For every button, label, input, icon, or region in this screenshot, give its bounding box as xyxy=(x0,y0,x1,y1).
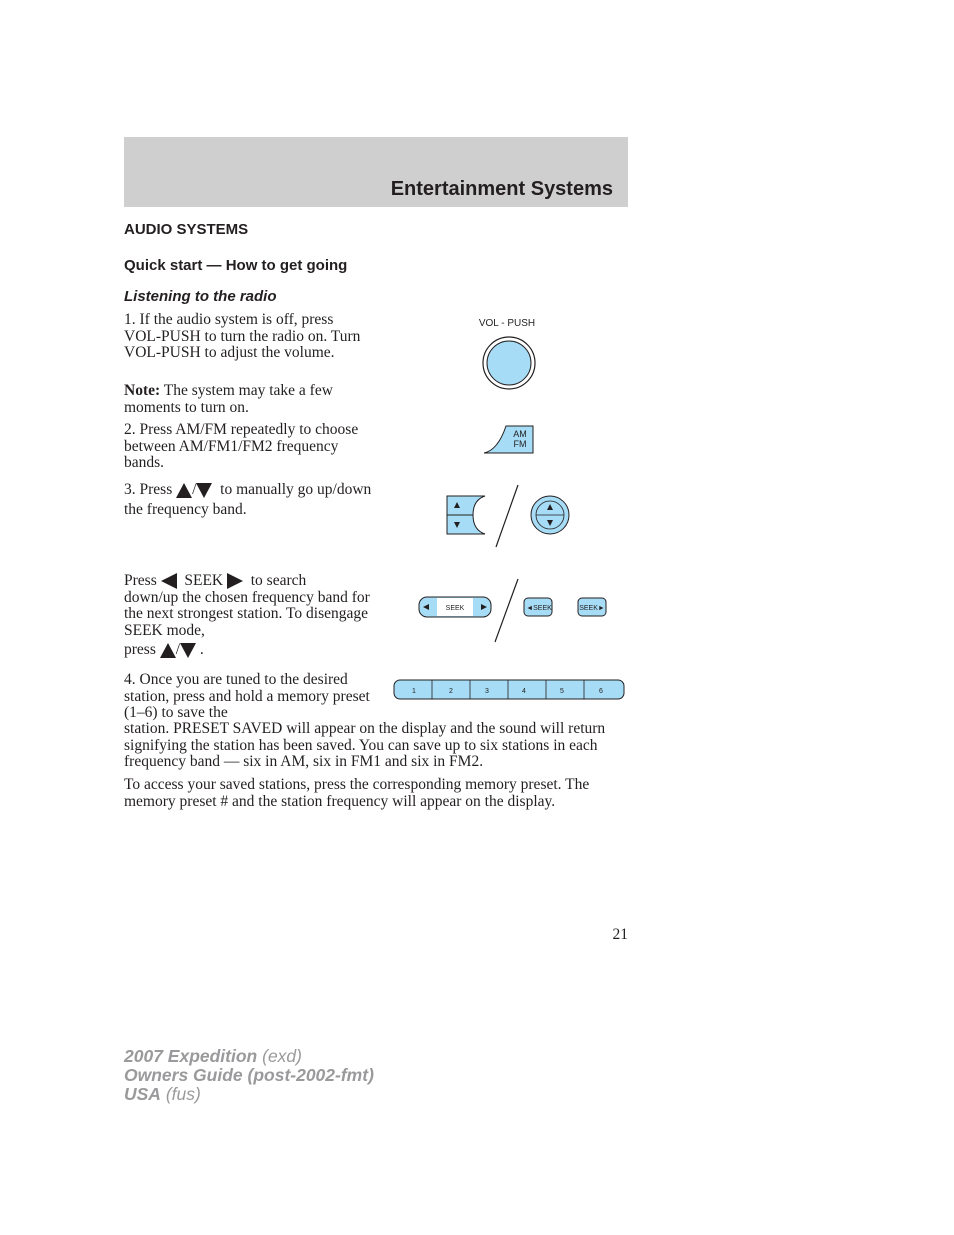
seek-press-2: press xyxy=(124,641,156,658)
preset-bar-icon xyxy=(394,680,624,699)
seek-figure xyxy=(415,575,615,645)
figure-divider-2 xyxy=(495,579,518,642)
step-4-continuation: station. PRESET SAVED will appear on the display and the sound will return signifying the station has been saved. You can save up to six stations in each frequency band — six in AM, six in FM1 and six in FM2. xyxy=(124,720,606,770)
footer-model: 2007 Expedition xyxy=(124,1046,258,1066)
vol-push-knob-icon xyxy=(487,341,531,385)
vol-push-label: VOL - PUSH xyxy=(478,318,536,329)
vol-push-figure xyxy=(470,312,560,394)
memory-presets-figure xyxy=(390,678,630,704)
page-number: 21 xyxy=(612,926,628,943)
disengage-up-arrow-icon xyxy=(160,643,176,658)
note-body: The system may take a few moments to turn on. xyxy=(124,382,333,416)
am-label: AM xyxy=(513,429,527,439)
topic-title: Listening to the radio xyxy=(124,288,277,305)
footer-doc-info xyxy=(124,1047,374,1104)
seek-to-search: to search xyxy=(250,572,307,589)
tune-figure xyxy=(440,480,580,552)
seek-left-arrow-icon xyxy=(161,573,177,589)
seek-paragraph xyxy=(124,573,379,659)
preset-5-label: 5 xyxy=(560,688,564,695)
seek-down-label: ◄SEEK xyxy=(526,605,552,612)
seek-press: Press xyxy=(124,572,157,589)
preset-2-label: 2 xyxy=(449,688,453,695)
footer-market: USA xyxy=(124,1084,161,1104)
tune-up-arrow-icon xyxy=(176,483,192,498)
preset-6-label: 6 xyxy=(599,688,603,695)
step-4-text: 4. Once you are tuned to the desired station, press and hold a memory preset (1–6) to save the xyxy=(124,671,370,721)
note-text xyxy=(124,383,369,416)
step-3-prefix: 3. Press xyxy=(124,481,173,498)
seek-body: down/up the chosen frequency band for the next strongest station. To disengage SEEK mode, xyxy=(124,588,370,639)
section-title: AUDIO SYSTEMS xyxy=(124,221,249,238)
am-fm-figure xyxy=(480,420,540,460)
step-2-text: 2. Press AM/FM repeatedly to choose between AM/FM1/FM2 frequency bands. xyxy=(124,421,359,471)
step-3-slash: / xyxy=(192,481,197,498)
tune-down-arrow-icon xyxy=(196,483,212,498)
preset-1-label: 1 xyxy=(412,688,416,695)
step-3-suffix: to manually go up/down the frequency band. xyxy=(124,481,372,518)
preset-3-label: 3 xyxy=(485,688,489,695)
seek-slash: / xyxy=(175,641,181,658)
chapter-title: Entertainment Systems xyxy=(390,178,613,200)
preset-4-label: 4 xyxy=(522,688,526,695)
section-header-band xyxy=(124,137,628,207)
step-1-text: 1. If the audio system is off, press VOL-PUSH to turn the radio on. Turn VOL-PUSH to adjust the volume. xyxy=(124,311,361,361)
seek-word: SEEK xyxy=(184,572,224,589)
step-3-text xyxy=(124,480,374,520)
seek-end: . xyxy=(199,641,204,658)
seek-rocker-label: SEEK xyxy=(445,605,465,612)
fm-label: FM xyxy=(513,439,527,449)
seek-up-label: SEEK► xyxy=(579,605,605,612)
access-presets-text: To access your saved stations, press the corresponding memory preset. The memory preset # and the station frequency will appear on the display. xyxy=(124,776,590,810)
footer-guide: Owners Guide (post-2002-fmt) xyxy=(124,1065,374,1085)
disengage-down-arrow-icon xyxy=(180,643,196,658)
footer-model-code: (exd) xyxy=(257,1046,302,1066)
footer-market-code: (fus) xyxy=(160,1084,201,1104)
subsection-title: Quick start — How to get going xyxy=(124,257,348,274)
seek-right-arrow-icon xyxy=(227,573,243,589)
figure-divider xyxy=(496,485,518,547)
note-label: Note: xyxy=(124,382,161,399)
